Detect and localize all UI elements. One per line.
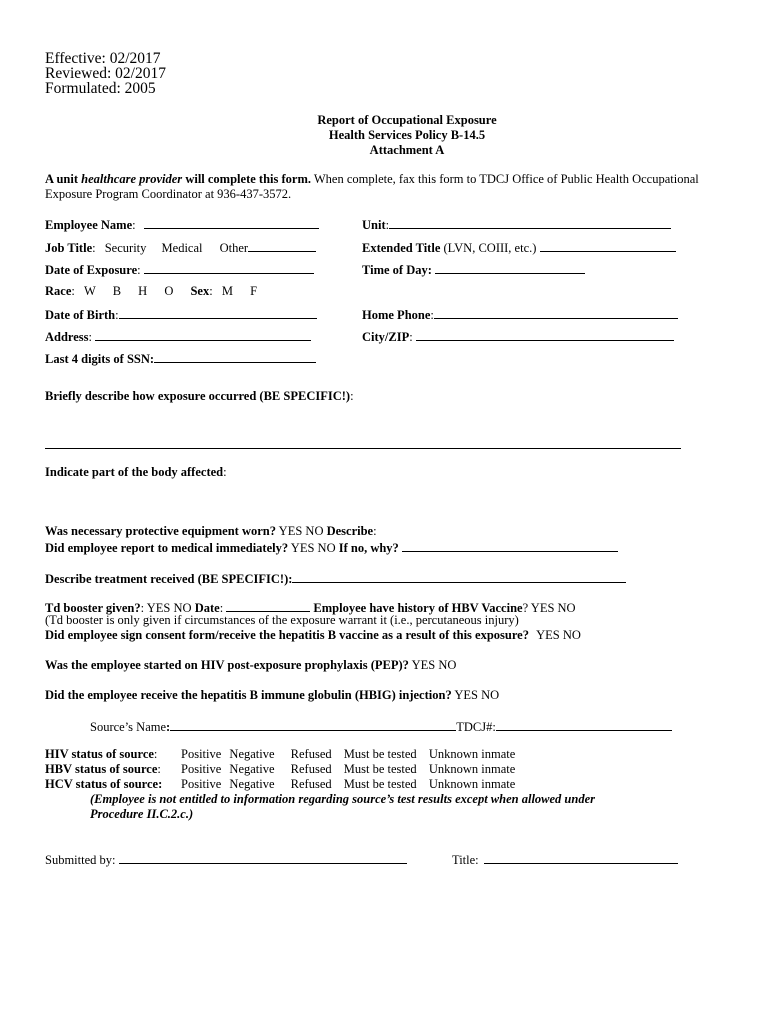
ppe-yes-no[interactable]: YES NO — [278, 524, 324, 538]
source-note-line-2: Procedure II.C.2.c.) — [90, 807, 194, 821]
race-sex-row: Race: W B H O Sex: M F — [45, 284, 258, 298]
job-option-security[interactable]: Security — [104, 241, 147, 255]
sex-option-m[interactable]: M — [221, 284, 233, 298]
intro-line-1: A unit healthcare provider will complete this form. When complete, fax this form to TDCJ Office of Public Health Occupational — [45, 172, 699, 186]
unit-row: Unit: — [362, 216, 671, 233]
status-unknown-inmate[interactable]: Unknown inmate — [428, 762, 516, 776]
address-field[interactable] — [95, 328, 311, 341]
sex-option-f[interactable]: F — [250, 284, 258, 298]
job-option-other[interactable]: Other — [219, 241, 249, 255]
exposure-description-line[interactable] — [45, 448, 681, 449]
status-negative[interactable]: Negative — [229, 747, 275, 761]
hbv-status-row: HBV status of source: — [45, 762, 161, 776]
td-note: (Td booster is only given if circumstances of the exposure warrant it (i.e., percutaneous injury) — [45, 613, 519, 627]
ssn-field[interactable] — [154, 350, 316, 363]
status-must-be-tested[interactable]: Must be tested — [343, 762, 417, 776]
unit-field[interactable] — [389, 216, 671, 229]
status-refused[interactable]: Refused — [290, 777, 332, 791]
extended-title-row: Extended Title (LVN, COIII, etc.) — [362, 239, 676, 256]
ppe-row: Was necessary protective equipment worn? YES NO Describe: — [45, 524, 377, 538]
report-yes-no[interactable]: YES NO — [290, 541, 336, 555]
intro-line-2: Exposure Program Coordinator at 936-437-3572. — [45, 187, 292, 201]
status-positive[interactable]: Positive — [181, 747, 222, 761]
status-positive[interactable]: Positive — [181, 762, 222, 776]
treatment-row: Describe treatment received (BE SPECIFIC!): — [45, 570, 626, 587]
submitted-by-field[interactable] — [119, 851, 407, 864]
footer-title-row: Title: — [452, 851, 678, 868]
city-zip-field[interactable] — [416, 328, 674, 341]
hbig-yes-no[interactable]: YES NO — [454, 688, 500, 702]
ssn-row: Last 4 digits of SSN: — [45, 350, 316, 367]
hcv-status-row: HCV status of source: — [45, 777, 163, 791]
td-booster-row: Td booster given?: YES NO Date: Employee have history of HBV Vaccine? YES NO — [45, 601, 576, 615]
address-row: Address: — [45, 328, 311, 345]
status-negative[interactable]: Negative — [229, 762, 275, 776]
status-refused[interactable]: Refused — [290, 762, 332, 776]
consent-yes-no[interactable]: YES NO — [536, 628, 581, 642]
pep-row: Was the employee started on HIV post-exposure prophylaxis (PEP)? YES NO — [45, 658, 457, 672]
status-must-be-tested[interactable]: Must be tested — [343, 747, 417, 761]
hiv-status-row: HIV status of source: — [45, 747, 158, 761]
employee-name-row: Employee Name: — [45, 216, 319, 233]
hiv-status-options — [181, 747, 515, 762]
home-phone-row: Home Phone: — [362, 306, 678, 323]
source-name-field[interactable] — [170, 718, 456, 731]
race-option-h[interactable]: H — [138, 284, 148, 298]
effective-date: Effective: 02/2017 — [45, 50, 161, 67]
status-negative[interactable]: Negative — [229, 777, 275, 791]
time-of-day-row: Time of Day: — [362, 261, 585, 278]
policy-number: Health Services Policy B-14.5 — [328, 128, 486, 142]
job-option-medical[interactable]: Medical — [161, 241, 203, 255]
time-of-day-field[interactable] — [435, 261, 585, 274]
tdcj-label: TDCJ#: — [456, 720, 496, 734]
city-zip-row: City/ZIP: — [362, 328, 674, 345]
dob-field[interactable] — [119, 306, 317, 319]
formulated-date: Formulated: 2005 — [45, 80, 156, 97]
race-option-w[interactable]: W — [83, 284, 96, 298]
status-positive[interactable]: Positive — [181, 777, 222, 791]
attachment-label: Attachment A — [369, 143, 445, 157]
form-title: Report of Occupational Exposure — [317, 113, 497, 127]
extended-title-field[interactable] — [540, 239, 676, 252]
hbv-status-options — [181, 762, 515, 777]
pep-yes-no[interactable]: YES NO — [411, 658, 457, 672]
tdcj-number-field[interactable] — [496, 718, 672, 731]
employee-name-field[interactable] — [144, 216, 319, 229]
hcv-status-options — [181, 777, 515, 792]
td-yes-no[interactable]: : YES NO — [140, 601, 192, 615]
race-option-b[interactable]: B — [112, 284, 122, 298]
status-refused[interactable]: Refused — [290, 747, 332, 761]
job-title-row: Job Title: Security Medical Other — [45, 239, 316, 256]
body-part-label: Indicate part of the body affected: — [45, 465, 227, 479]
consent-row: Did employee sign consent form/receive the hepatitis B vaccine as a result of this exposure? YES NO — [45, 628, 581, 642]
source-name-row: Source’s Name: TDCJ#: — [90, 718, 672, 735]
status-unknown-inmate[interactable]: Unknown inmate — [428, 777, 516, 791]
status-unknown-inmate[interactable]: Unknown inmate — [428, 747, 516, 761]
dob-row: Date of Birth: — [45, 306, 317, 323]
home-phone-field[interactable] — [434, 306, 678, 319]
report-medical-row: Did employee report to medical immediately? YES NO If no, why? — [45, 539, 618, 556]
describe-exposure-label: Briefly describe how exposure occurred (BE SPECIFIC!): — [45, 389, 354, 403]
if-no-why-field[interactable] — [402, 539, 618, 552]
footer-title-field[interactable] — [484, 851, 678, 864]
race-option-o[interactable]: O — [164, 284, 174, 298]
date-of-exposure-row: Date of Exposure: — [45, 261, 314, 278]
source-note-line-1: (Employee is not entitled to information regarding source’s test results except when allowed under — [90, 792, 595, 806]
hbv-history-yes-no[interactable]: ? YES NO — [522, 601, 576, 615]
hbig-row: Did the employee receive the hepatitis B immune globulin (HBIG) injection? YES NO — [45, 688, 500, 702]
status-must-be-tested[interactable]: Must be tested — [343, 777, 417, 791]
date-of-exposure-field[interactable] — [144, 261, 314, 274]
reviewed-date: Reviewed: 02/2017 — [45, 65, 166, 82]
treatment-field[interactable] — [292, 570, 626, 583]
submitted-by-row: Submitted by: — [45, 851, 407, 868]
job-other-field[interactable] — [248, 239, 316, 252]
td-date-field[interactable] — [226, 599, 310, 612]
